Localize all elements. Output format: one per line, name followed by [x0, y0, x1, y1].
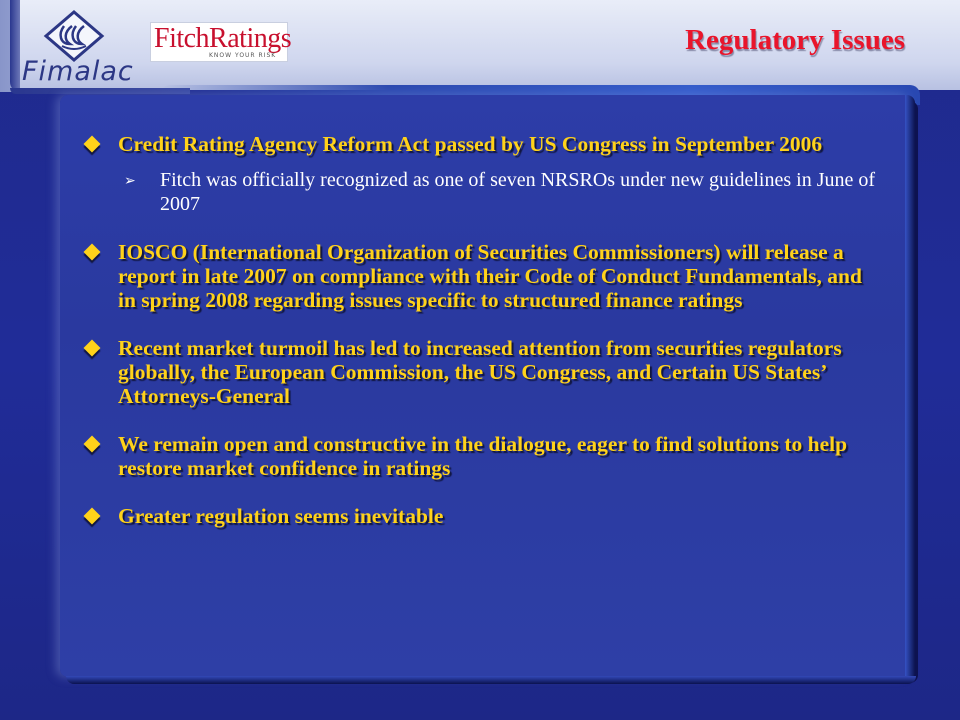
fitch-ratings-wordmark: FitchRatings: [154, 23, 292, 54]
bullet-text: Greater regulation seems inevitable: [118, 504, 444, 528]
sub-bullet-item: [124, 168, 882, 216]
bullet-diamond-icon: [84, 244, 101, 261]
bullet-text: Recent market turmoil has led to increased attention from securities regulators globally, the European Commission, the US Congress, and Certain US States’ Attorneys-General: [118, 336, 842, 408]
sub-bullet-arrow-icon: ➢: [124, 173, 136, 189]
fimalac-logo-text: Fimalac: [22, 56, 134, 87]
fitch-tagline: KNOW YOUR RISK: [209, 52, 277, 59]
bullet-text: We remain open and constructive in the dialogue, eager to find solutions to help restore market confidence in ratings: [118, 432, 848, 480]
bullet-text: Credit Rating Agency Reform Act passed by US Congress in September 2006: [118, 132, 823, 156]
bullet-list: [82, 132, 882, 552]
bullet-item: [82, 432, 882, 480]
bullet-item: [82, 132, 882, 216]
bullet-text: IOSCO (International Organization of Securities Commissioners) will release a report in late 2007 on compliance with their Code of Conduct Fundamentals, and in spring 2008 regarding issues specific to structured finance ratings: [118, 240, 862, 312]
bullet-item: [82, 336, 882, 408]
sub-bullet-text: Fitch was officially recognized as one of seven NRSROs under new guidelines in June of 2007: [160, 169, 876, 215]
bullet-diamond-icon: [84, 340, 101, 357]
bullet-item: [82, 504, 882, 528]
bullet-diamond-icon: [84, 436, 101, 453]
slide-title: Regulatory Issues: [685, 24, 905, 56]
bullet-item: [82, 240, 882, 312]
bullet-diamond-icon: [84, 136, 101, 153]
bullet-diamond-icon: [84, 508, 101, 525]
header-edge: [10, 0, 20, 92]
content-bottom-rim: [66, 676, 916, 684]
fimalac-monogram-icon: [42, 10, 106, 62]
content-right-rim: [905, 95, 915, 680]
fitch-ratings-logo: [150, 22, 292, 62]
